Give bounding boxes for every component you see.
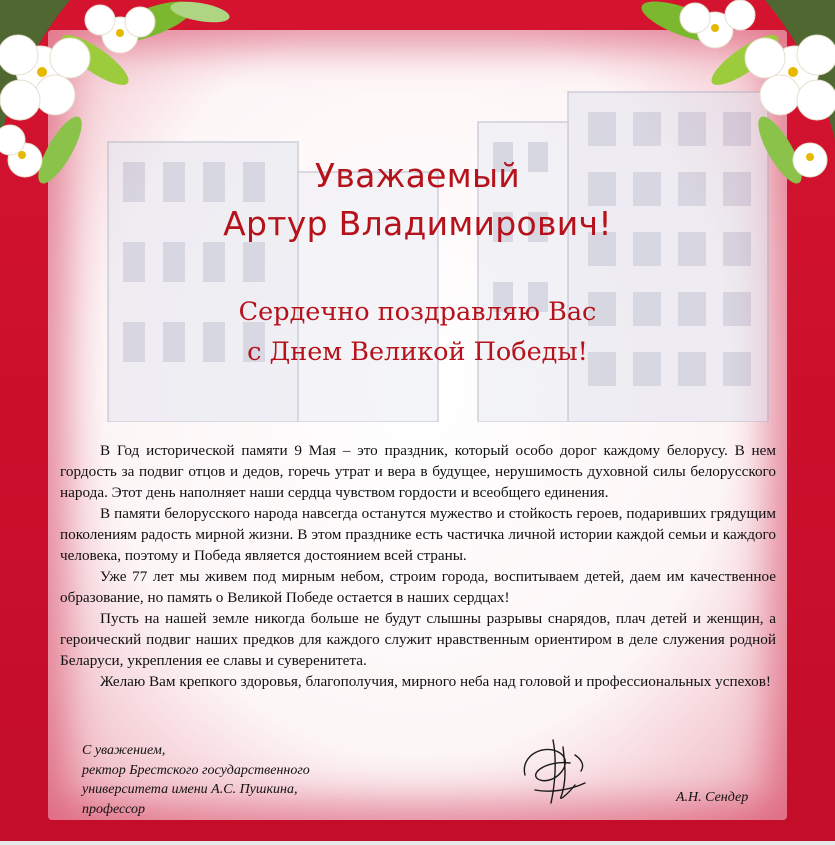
body-paragraph: Уже 77 лет мы живем под мирным небом, строим города, воспитываем детей, даем им качественное образование, но память о Великой Победе остается в наших сердцах! bbox=[60, 568, 776, 606]
greeting-title-line: Уважаемый bbox=[314, 156, 521, 195]
signature-line: ректор Брестского государственного bbox=[82, 762, 310, 778]
greeting-subtitle bbox=[100, 292, 735, 372]
signature-line: профессор bbox=[82, 801, 146, 817]
greeting-title-line: Артур Владимирович! bbox=[223, 204, 612, 243]
body-paragraph: Пусть на нашей земле никогда больше не будут слышны разрывы снарядов, плач детей и женщин, а героический подвиг наших предков для каждого служит нравственным ориентиром в деле служения родной Беларуси, укрепления ее славы и суверенитета. bbox=[60, 610, 776, 669]
greeting-title bbox=[100, 152, 735, 248]
greeting-subtitle-line: Сердечно поздравляю Вас bbox=[238, 297, 597, 327]
body-paragraph: В памяти белорусского народа навсегда останутся мужество и стойкость героев, подаривших грядущим поколениям радость мирной жизни. В этом празднике есть частичка личной истории каждой семьи и каждого человека, поэтому и Победа является достоянием всей страны. bbox=[60, 505, 776, 564]
handwritten-signature-icon bbox=[515, 735, 595, 807]
signer-name: А.Н. Сендер bbox=[676, 790, 749, 805]
frame-bottom-stripe bbox=[0, 841, 835, 845]
signature-line: университета имени А.С. Пушкина, bbox=[82, 782, 298, 797]
signature-line: С уважением, bbox=[82, 743, 166, 758]
greeting-subtitle-line: с Днем Великой Победы! bbox=[247, 337, 588, 367]
body-paragraph: В Год исторической памяти 9 Мая – это праздник, который особо дорог каждому белорусу. В нем гордость за подвиг отцов и дедов, горечь утрат и вера в будущее, нерушимость духовной силы белорусского народа. Этот день наполняет наши сердца чувством гордости и всеобщего единения. bbox=[60, 442, 776, 501]
letter-body bbox=[60, 440, 776, 692]
signature-block bbox=[82, 741, 382, 819]
body-paragraph: Желаю Вам крепкого здоровья, благополучия, мирного неба над головой и профессиональных успехов! bbox=[100, 673, 771, 690]
